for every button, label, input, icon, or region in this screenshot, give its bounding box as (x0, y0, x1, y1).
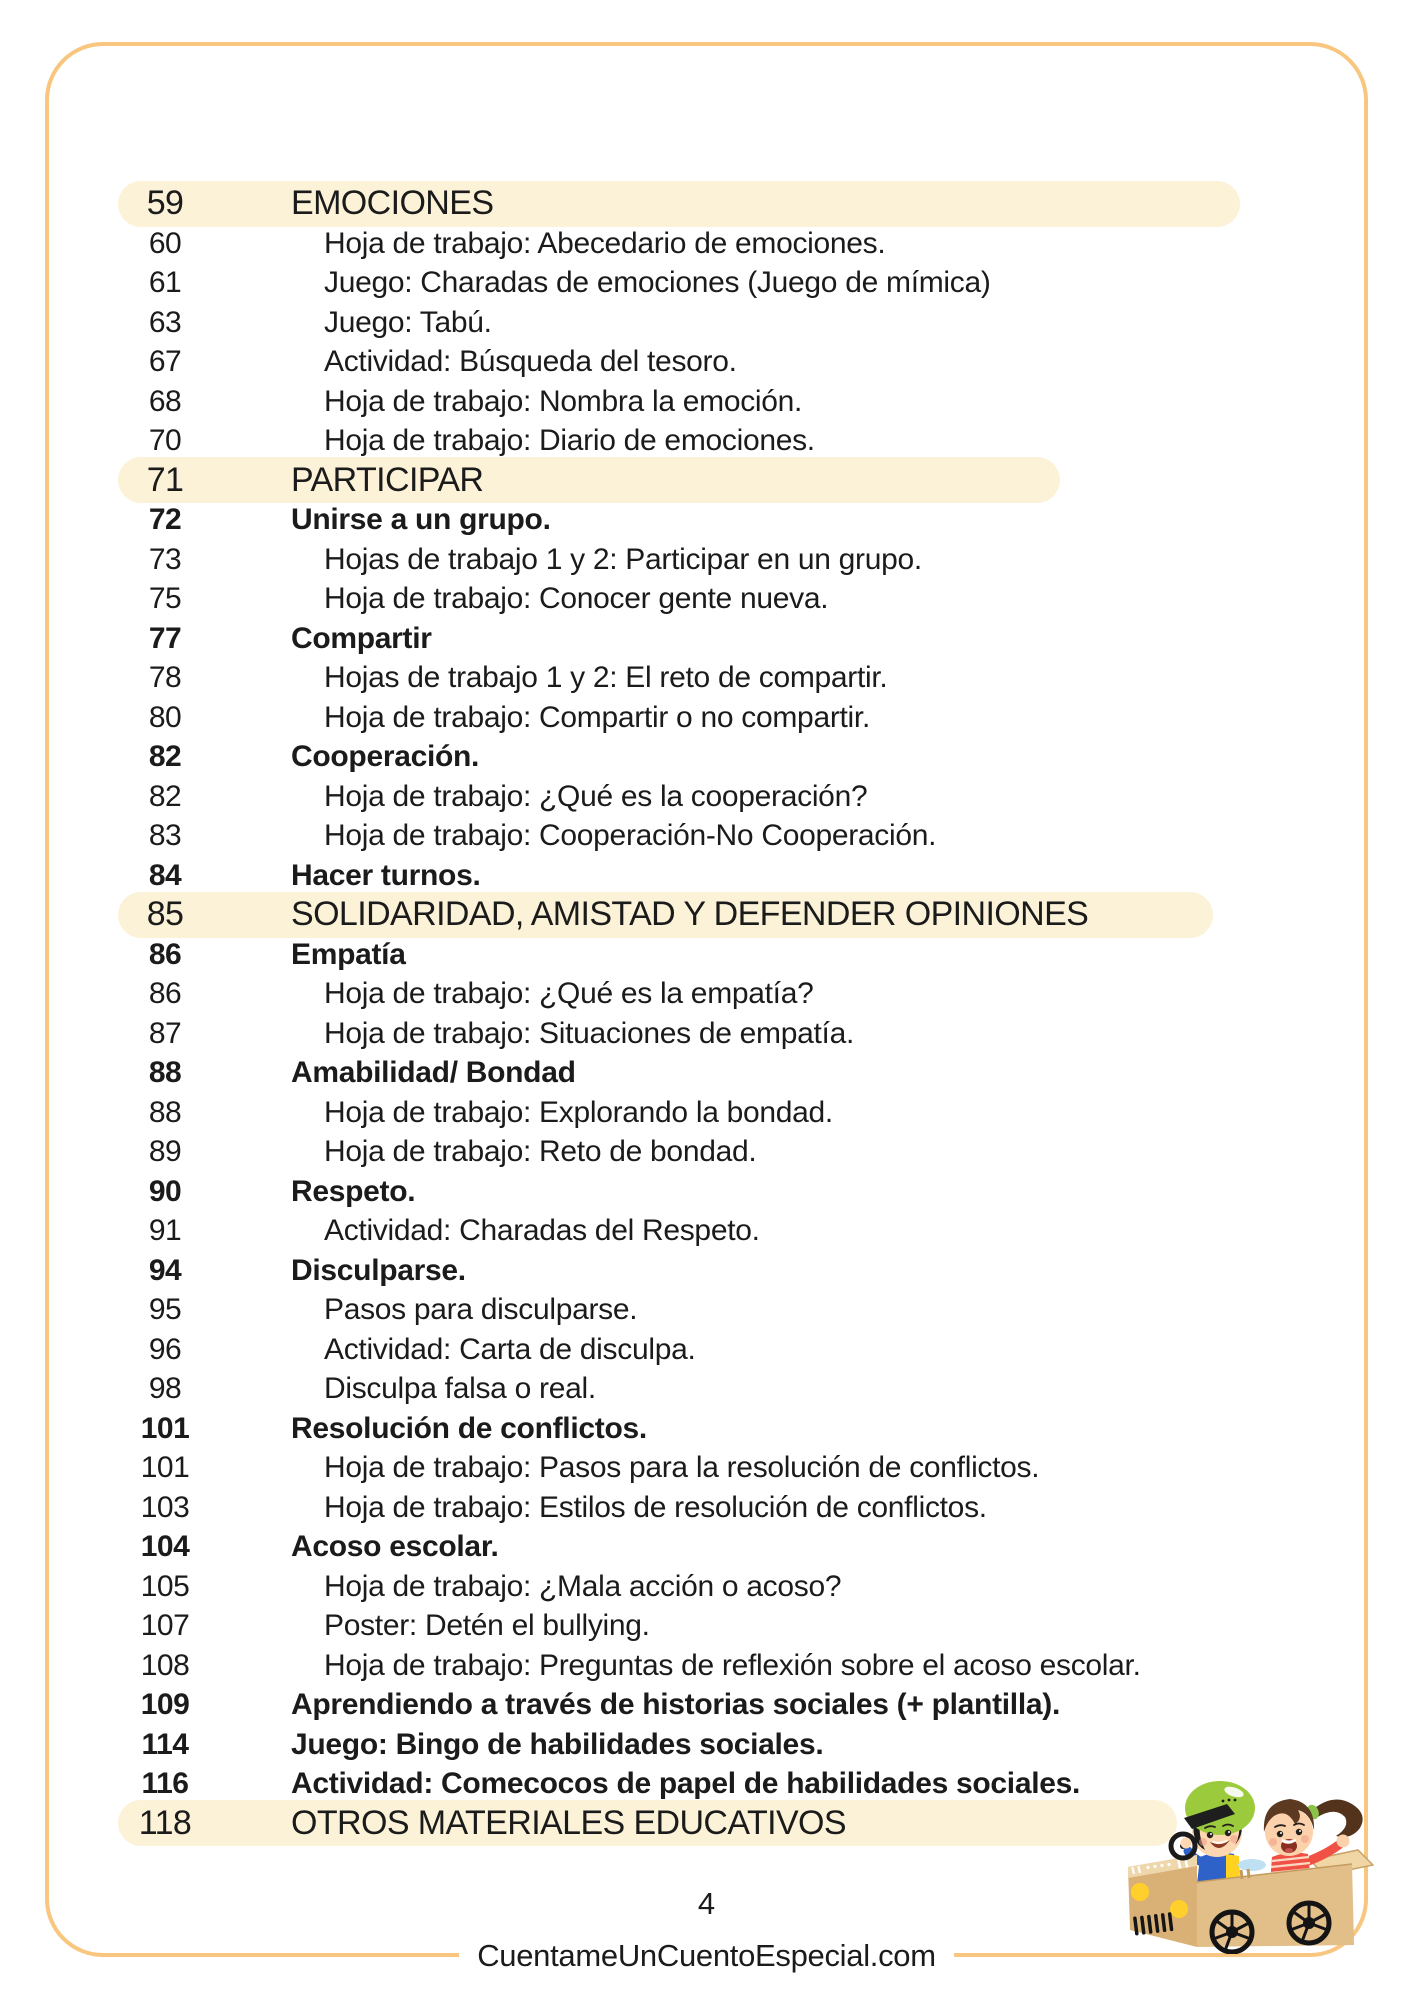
toc-page-number: 101 (140, 1411, 190, 1445)
toc-page-number: 77 (148, 621, 182, 655)
toc-row (0, 816, 1414, 856)
toc-label: Juego: Charadas de emociones (Juego de mímica) (324, 266, 991, 299)
toc-row (0, 1369, 1414, 1409)
toc-page-number: 80 (148, 700, 182, 734)
toc-page-number: 82 (148, 779, 182, 813)
toc-label: Hoja de trabajo: Estilos de resolución de conflictos. (324, 1490, 987, 1524)
toc-label: SOLIDARIDAD, AMISTAD Y DEFENDER OPINIONES (291, 895, 1089, 933)
toc-label: EMOCIONES (291, 184, 494, 222)
toc-label: Hoja de trabajo: Cooperación-No Cooperación. (324, 819, 937, 852)
toc-page-number: 88 (148, 1095, 182, 1129)
toc-label: Hoja de trabajo: Compartir o no compartir. (324, 700, 870, 734)
toc-label: OTROS MATERIALES EDUCATIVOS (291, 1803, 846, 1842)
girl-ponytail (1310, 1800, 1363, 1838)
toc-label: Amabilidad/ Bondad (291, 1056, 576, 1089)
toc-page-number: 60 (148, 226, 182, 260)
kids-cardboard-car-illustration (1122, 1772, 1374, 1954)
toc-label: Actividad: Carta de disculpa. (324, 1332, 696, 1366)
toc-label: Hoja de trabajo: Pasos para la resolución de conflictos. (324, 1451, 1040, 1484)
toc-row (0, 1527, 1414, 1567)
toc-row (0, 698, 1414, 738)
toc-row (0, 777, 1414, 817)
toc-page-number: 96 (148, 1332, 182, 1366)
toc-page-number: 84 (148, 858, 182, 892)
toc-label: Hoja de trabajo: Abecedario de emociones. (324, 226, 886, 260)
toc-label: Hoja de trabajo: ¿Qué es la empatía? (324, 977, 814, 1010)
page-number: 4 (697, 1886, 716, 1921)
headlight-left (1131, 1883, 1149, 1901)
toc-row (0, 184, 1414, 224)
girl-hand (1337, 1835, 1350, 1848)
section-highlight (118, 181, 1240, 227)
toc-page-number: 103 (140, 1490, 190, 1524)
toc-page-number: 107 (140, 1609, 190, 1642)
toc-label: Actividad: Charadas del Respeto. (324, 1214, 760, 1247)
toc-label: Hoja de trabajo: Situaciones de empatía. (324, 1016, 855, 1050)
toc-label: Hoja de trabajo: Explorando la bondad. (324, 1095, 833, 1129)
toc-page-number: 89 (148, 1135, 182, 1168)
toc-row (0, 1488, 1414, 1528)
toc-page-number: 70 (148, 424, 182, 457)
toc-row (0, 224, 1414, 264)
toc-row (0, 540, 1414, 580)
toc-page-number: 105 (140, 1569, 190, 1603)
toc-page-number: 109 (140, 1688, 190, 1721)
toc-row (0, 1290, 1414, 1330)
toc-row (0, 856, 1414, 896)
toc-row (0, 895, 1414, 935)
toc-row (0, 1172, 1414, 1212)
toc-row (0, 1646, 1414, 1686)
table-of-contents (0, 184, 1414, 1843)
toc-page-number: 71 (146, 460, 184, 499)
toc-page-number: 59 (146, 184, 184, 222)
toc-row (0, 619, 1414, 659)
toc-label: Actividad: Búsqueda del tesoro. (324, 345, 737, 378)
toc-row (0, 1093, 1414, 1133)
toc-row (0, 1053, 1414, 1093)
toc-page-number: 83 (148, 819, 182, 852)
toc-label: Hoja de trabajo: Reto de bondad. (324, 1135, 757, 1168)
toc-page-number: 73 (148, 542, 182, 576)
cardboard-box-car (1128, 1855, 1354, 1947)
seat-cushion (1238, 1859, 1266, 1871)
toc-page-number: 98 (148, 1372, 182, 1405)
toc-label: Hoja de trabajo: Preguntas de reflexión sobre el acoso escolar. (324, 1648, 1141, 1682)
toc-row (0, 1330, 1414, 1370)
toc-page-number: 108 (140, 1648, 190, 1682)
toc-label: Disculparse. (291, 1253, 466, 1287)
toc-page-number: 101 (140, 1451, 190, 1484)
section-highlight (118, 457, 1060, 503)
toc-row (0, 658, 1414, 698)
toc-label: Acoso escolar. (291, 1530, 499, 1563)
toc-label: Empatía (291, 937, 406, 971)
toc-row (0, 1211, 1414, 1251)
toc-row (0, 1725, 1414, 1765)
toc-row (0, 1685, 1414, 1725)
toc-page-number: 78 (148, 661, 182, 694)
toc-row (0, 579, 1414, 619)
toc-page-number: 114 (141, 1727, 189, 1761)
toc-row (0, 421, 1414, 461)
toc-label: Hoja de trabajo: Nombra la emoción. (324, 384, 803, 418)
toc-page-number: 94 (148, 1253, 182, 1287)
toc-page-number: 95 (148, 1293, 182, 1326)
toc-label: Juego: Tabú. (324, 305, 492, 339)
toc-page-number: 104 (140, 1530, 190, 1563)
toc-row (0, 935, 1414, 975)
toc-row (0, 303, 1414, 343)
toc-label: Hojas de trabajo 1 y 2: El reto de compartir. (324, 661, 888, 694)
toc-row (0, 1014, 1414, 1054)
toc-page-number: 116 (141, 1767, 189, 1800)
toc-page-number: 86 (148, 977, 182, 1010)
toc-label: Pasos para disculparse. (324, 1293, 638, 1326)
toc-row (0, 1567, 1414, 1607)
toc-label: Hoja de trabajo: Conocer gente nueva. (324, 582, 829, 615)
toc-page-number: 75 (148, 582, 182, 615)
toc-label: Juego: Bingo de habilidades sociales. (291, 1727, 824, 1761)
toc-page-number: 87 (148, 1016, 182, 1050)
toc-page-number: 72 (148, 503, 182, 536)
toc-label: Cooperación. (291, 740, 480, 773)
toc-page-number: 61 (148, 266, 182, 299)
toc-label: Actividad: Comecocos de papel de habilidades sociales. (291, 1767, 1081, 1800)
toc-label: Disculpa falsa o real. (324, 1372, 596, 1405)
toc-row (0, 342, 1414, 382)
toc-label: PARTICIPAR (291, 460, 484, 499)
toc-label: Respeto. (291, 1174, 416, 1208)
toc-row (0, 1448, 1414, 1488)
toc-page-number: 63 (148, 305, 182, 339)
toc-row (0, 1606, 1414, 1646)
toc-row (0, 1409, 1414, 1449)
toc-page-number: 82 (148, 740, 182, 773)
toc-label: Hoja de trabajo: ¿Qué es la cooperación? (324, 779, 868, 813)
toc-label: Hoja de trabajo: ¿Mala acción o acoso? (324, 1569, 842, 1603)
toc-row (0, 500, 1414, 540)
toc-row (0, 461, 1414, 501)
toc-label: Poster: Detén el bullying. (324, 1609, 650, 1642)
boy-sleeve (1226, 1854, 1240, 1880)
toc-page-number: 67 (148, 345, 182, 378)
toc-page-number: 85 (146, 895, 184, 933)
toc-label: Aprendiendo a través de historias sociales (+ plantilla). (291, 1688, 1060, 1721)
toc-page-number: 118 (138, 1803, 192, 1842)
footer-website-text: CuentameUnCuentoEspecial.com (459, 1936, 954, 1976)
steering-wheel (1171, 1834, 1195, 1858)
toc-page-number: 86 (148, 937, 182, 971)
headlight-right (1170, 1900, 1188, 1918)
toc-row (0, 1132, 1414, 1172)
toc-row (0, 263, 1414, 303)
toc-label: Resolución de conflictos. (291, 1411, 647, 1445)
toc-page-number: 68 (148, 384, 182, 418)
toc-page-number: 90 (148, 1174, 182, 1208)
toc-page-number: 88 (148, 1056, 182, 1089)
toc-label: Hacer turnos. (291, 858, 481, 892)
toc-label: Hoja de trabajo: Diario de emociones. (324, 424, 815, 457)
toc-label: Unirse a un grupo. (291, 503, 551, 536)
toc-row (0, 382, 1414, 422)
toc-row (0, 1251, 1414, 1291)
toc-label: Compartir (291, 621, 432, 655)
boy-hand (1181, 1838, 1192, 1849)
toc-row (0, 974, 1414, 1014)
toc-label: Hojas de trabajo 1 y 2: Participar en un grupo. (324, 542, 922, 576)
toc-page-number: 91 (148, 1214, 182, 1247)
toc-row (0, 737, 1414, 777)
